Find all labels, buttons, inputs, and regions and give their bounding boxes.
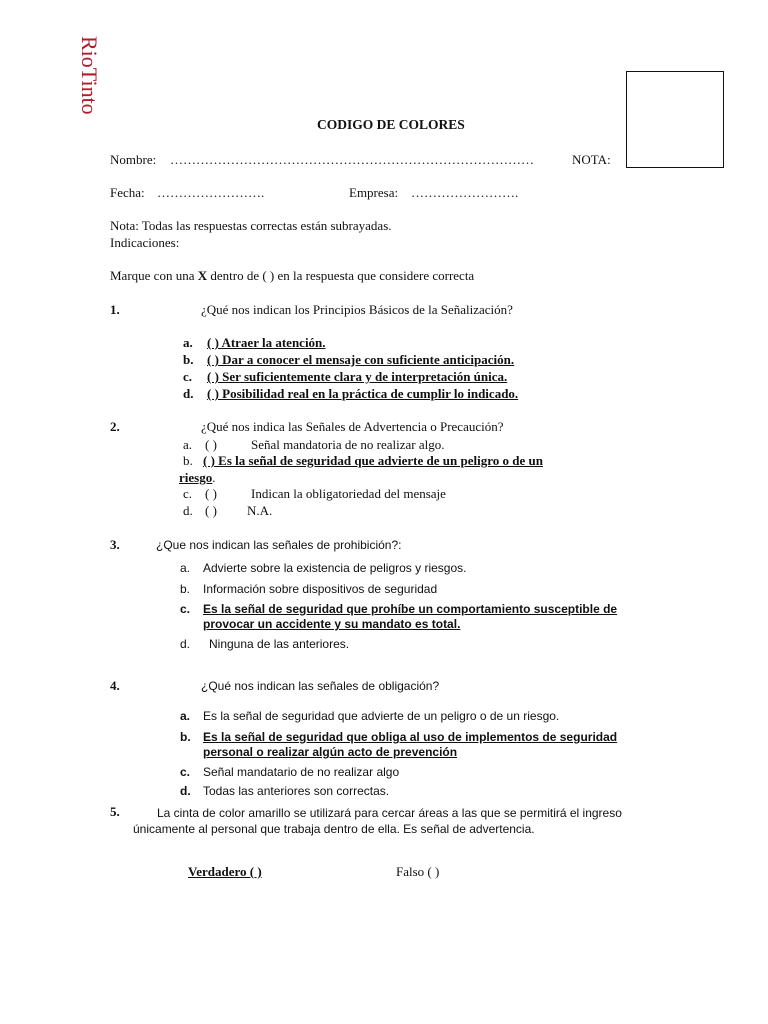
- q4-text: ¿Qué nos indican las señales de obligación?: [201, 679, 440, 693]
- instructions-x: X: [197, 268, 208, 283]
- q2-c-paren[interactable]: ( ): [205, 486, 217, 501]
- riotinto-logo: RioTinto: [77, 36, 102, 115]
- q1-a-option[interactable]: ( ) Atraer la atención.: [207, 335, 326, 350]
- q2-a-paren[interactable]: ( ): [205, 437, 217, 452]
- q2-text: ¿Qué nos indica las Señales de Advertencia o Precaución?: [201, 419, 504, 434]
- q2-b-option[interactable]: ( ) Es la señal de seguridad que advierte de un peligro o de un: [203, 453, 543, 468]
- q1-b-letter: b.: [183, 352, 194, 367]
- q2-b-period: .: [212, 470, 216, 485]
- q3-c-letter: c.: [180, 602, 191, 616]
- falso-option[interactable]: Falso ( ): [396, 864, 440, 879]
- q1-number: 1.: [110, 302, 120, 317]
- q3-c-option[interactable]: Es la señal de seguridad que prohíbe un comportamiento susceptible de: [203, 602, 618, 616]
- grade-box: [626, 71, 724, 168]
- q2-a-letter: a.: [183, 437, 193, 452]
- page-title: CODIGO DE COLORES: [317, 117, 465, 132]
- q4-b-option-line2: personal o realizar algún acto de prevención: [203, 745, 458, 759]
- q2-c-letter: c.: [183, 486, 193, 501]
- fecha-field[interactable]: …………………….: [157, 185, 265, 200]
- q4-d-option[interactable]: Todas las anteriores son correctas.: [203, 784, 390, 798]
- q5-text: La cinta de color amarillo se utilizará para cercar áreas a las que se permitirá el ingreso únicamente al personal que trabaja dentro de ella. Es señal de advertencia.: [133, 806, 622, 836]
- instructions-post: dentro de ( ) en la respuesta que considere correcta: [207, 268, 475, 283]
- q4-b-option[interactable]: Es la señal de seguridad que obliga al uso de implementos de seguridad: [203, 730, 618, 744]
- q3-d-letter: d.: [180, 637, 191, 651]
- q3-text: ¿Que nos indican las señales de prohibición?:: [156, 538, 402, 552]
- empresa-label: Empresa:: [349, 185, 399, 200]
- q2-b-riesgo: riesgo: [179, 470, 213, 485]
- q4-a-option[interactable]: Es la señal de seguridad que advierte de un peligro o de un riesgo.: [203, 709, 560, 723]
- nombre-label: Nombre:: [110, 152, 157, 167]
- q1-b-option[interactable]: ( ) Dar a conocer el mensaje con suficiente anticipación.: [207, 352, 515, 367]
- q3-a-option[interactable]: Advierte sobre la existencia de peligros y riesgos.: [203, 561, 467, 575]
- instructions: [110, 268, 474, 284]
- q3-c-option-line2: provocar un accidente y su mandato es total.: [203, 617, 461, 631]
- q2-b-letter: b.: [183, 453, 193, 468]
- q4-c-letter: c.: [180, 765, 191, 779]
- q1-d-letter: d.: [183, 386, 194, 401]
- q4-number: 4.: [110, 678, 120, 693]
- q5-number: 5.: [110, 804, 120, 819]
- q2-d-text: N.A.: [247, 503, 273, 518]
- q1-text: ¿Qué nos indican los Principios Básicos de la Señalización?: [201, 302, 513, 317]
- instructions-pre: Marque con una: [110, 268, 198, 283]
- empresa-field[interactable]: …………………….: [411, 185, 519, 200]
- q1-a-letter: a.: [183, 335, 193, 350]
- nota-label: NOTA:: [572, 152, 611, 167]
- q2-c-text: Indican la obligatoriedad del mensaje: [251, 486, 446, 501]
- q4-c-option[interactable]: Señal mandatario de no realizar algo: [203, 765, 400, 779]
- verdadero-option[interactable]: Verdadero ( ): [188, 864, 262, 879]
- nota-text: Nota: Todas las respuestas correctas están subrayadas.: [110, 218, 392, 233]
- q2-d-letter: d.: [183, 503, 193, 518]
- q2-d-paren[interactable]: ( ): [205, 503, 217, 518]
- q3-a-letter: a.: [180, 561, 191, 575]
- indicaciones-text: Indicaciones:: [110, 235, 180, 250]
- nombre-field[interactable]: …………………………………………………………………………: [170, 152, 534, 167]
- q1-c-letter: c.: [183, 369, 193, 384]
- q2-b-option-line2: [179, 470, 215, 486]
- q1-d-option[interactable]: ( ) Posibilidad real en la práctica de cumplir lo indicado.: [207, 386, 519, 401]
- q3-number: 3.: [110, 537, 120, 552]
- q1-c-option[interactable]: ( ) Ser suficientemente clara y de interpretación única.: [207, 369, 508, 384]
- q4-b-letter: b.: [180, 730, 191, 744]
- fecha-label: Fecha:: [110, 185, 145, 200]
- q2-a-text: Señal mandatoria de no realizar algo.: [251, 437, 445, 452]
- q3-d-option[interactable]: Ninguna de las anteriores.: [209, 637, 350, 651]
- q3-b-letter: b.: [180, 582, 191, 596]
- q2-number: 2.: [110, 419, 120, 434]
- q3-b-option[interactable]: Información sobre dispositivos de seguridad: [203, 582, 438, 596]
- q4-a-letter: a.: [180, 709, 191, 723]
- q4-d-letter: d.: [180, 784, 191, 798]
